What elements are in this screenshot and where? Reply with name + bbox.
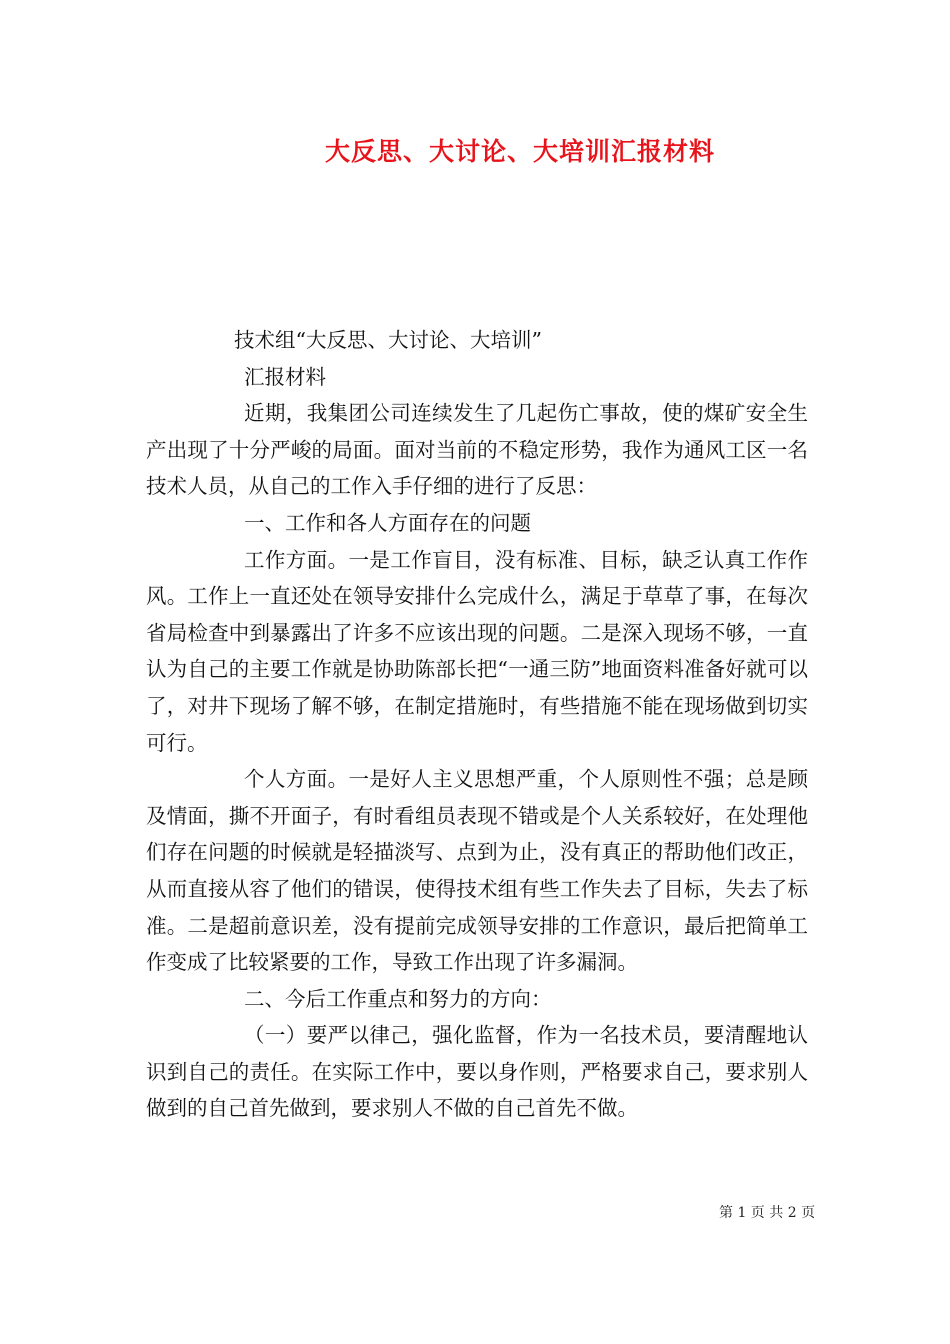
paragraph-personal: 个人方面。一是好人主义思想严重，个人原则性不强；总是顾及情面，撕不开面子，有时看组员表现不错或是个人关系较好，在处理他们存在问题的时候就是轻描淡写、点到为止，没有真正的帮助他们改正，从而直接从容了他们的错误，使得技术组有些工作失去了目标，失去了标准。二是超前意识差，没有提前完成领导安排的工作意识，最后把简单工作变成了比较紧要的工作，导致工作出现了许多漏洞。 bbox=[146, 767, 808, 975]
subtitle-line-2: 汇报材料 bbox=[244, 364, 326, 389]
paragraph-work: 工作方面。一是工作盲目，没有标准、目标，缺乏认真工作作风。工作上一直还处在领导安排什么完成什么，满足于草草了事，在每次省局检查中到暴露出了许多不应该出现的问题。二是深入现场不够，一直认为自己的主要工作就是协助陈部长把“一通三防”地面资料准备好就可以了，对井下现场了解不够，在制定措施时，有些措施不能在现场做到切实可行。 bbox=[146, 547, 808, 755]
subtitle-line-1: 技术组“大反思、大讨论、大培训” bbox=[234, 328, 542, 352]
document-title: 大反思、大讨论、大培训汇报材料 bbox=[324, 137, 715, 166]
page-footer: 第 1 页 共 2 页 bbox=[719, 1205, 816, 1221]
section-heading-1: 一、工作和各人方面存在的问题 bbox=[244, 510, 531, 535]
paragraph-intro: 近期，我集团公司连续发生了几起伤亡事故，使的煤矿安全生产出现了十分严峻的局面。面对当前的不稳定形势，我作为通风工区一名技术人员，从自己的工作入手仔细的进行了反思： bbox=[146, 401, 808, 499]
document-body bbox=[146, 322, 808, 1127]
paragraph-item-1: （一）要严以律己，强化监督，作为一名技术员，要清醒地认识到自己的责任。在实际工作中，要以身作则，严格要求自己，要求别人做到的自己首先做到，要求别人不做的自己首先不做。 bbox=[146, 1023, 808, 1121]
section-heading-2: 二、今后工作重点和努力的方向： bbox=[244, 986, 552, 1011]
